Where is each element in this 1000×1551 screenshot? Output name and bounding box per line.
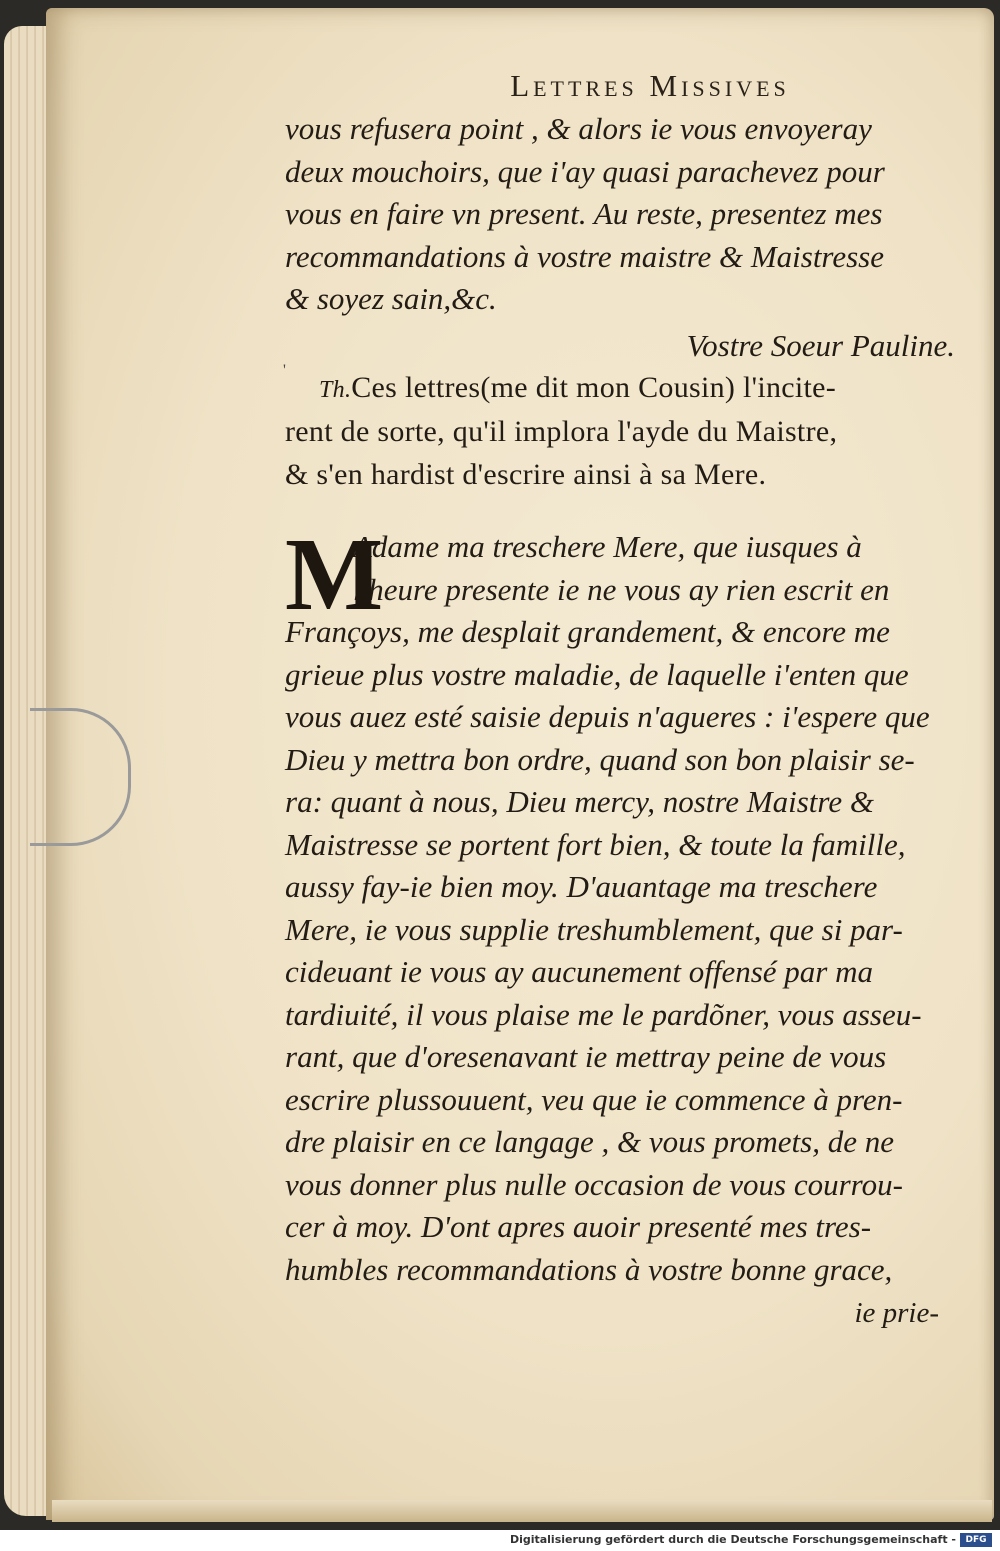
narration (285, 367, 975, 497)
margin-mark: ' (283, 362, 286, 379)
text-line: Adame ma treschere Mere, que iusques à (353, 529, 862, 564)
text-line: cer à moy. D'ont apres auoir presenté mes tres- (285, 1209, 872, 1244)
dfg-logo-icon: DFG (960, 1533, 992, 1547)
speaker-label: Th. (319, 376, 352, 403)
page-text (285, 60, 975, 1335)
text-line (285, 367, 975, 412)
text-line: aussy fay-ie bien moy. D'auantage ma treschere (285, 869, 878, 904)
drop-cap: M (285, 517, 384, 632)
narration-text: Ces lettres(me dit mon Cousin) l'incite- (351, 370, 837, 404)
text-line: & s'en hardist d'escrire ainsi à sa Mere. (285, 457, 767, 491)
text-line: rant, que d'oresenavant ie mettray peine de vous (285, 1039, 887, 1074)
text-line: ra: quant à nous, Dieu mercy, nostre Maistre & (285, 784, 874, 819)
letter-one (285, 108, 975, 321)
text-line: recommandations à vostre maistre & Maistresse (285, 238, 884, 274)
text-line: rent de sorte, qu'il implora l'ayde du Maistre, (285, 415, 838, 448)
letter-two (285, 517, 975, 1291)
text-line: dre plaisir en ce langage , & vous promets, de ne (285, 1124, 894, 1159)
text-line: deux mouchoirs, que i'ay quasi parachevez pour (285, 153, 885, 189)
text-line: Mere, ie vous supplie treshumblement, que si par- (285, 911, 903, 947)
page-bottom-edge (52, 1500, 992, 1522)
running-head: Lettres Missives (510, 68, 790, 103)
text-line: vous refusera point , & alors ie vous envoyeray (285, 111, 872, 146)
footer-bar (0, 1530, 1000, 1551)
funding-credit: Digitalisierung gefördert durch die Deutsche Forschungsgemeinschaft - (509, 1533, 956, 1546)
catchword: ie prie- (854, 1297, 939, 1329)
metal-clip (30, 708, 131, 846)
text-line: & soyez sain,&c. (285, 281, 497, 316)
text-line: cideuant ie vous ay aucunement offensé par ma (285, 954, 873, 989)
text-line: vous donner plus nulle occasion de vous courrou- (285, 1166, 903, 1202)
text-line: vous auez esté saisie depuis n'agueres : i'espere que (285, 699, 930, 734)
text-line: Maistresse se portent fort bien, & toute la famille, (285, 826, 906, 862)
text-line: vous en faire vn present. Au reste, presentez mes (285, 196, 883, 231)
text-line: escrire plussouuent, veu que ie commence à pren- (285, 1081, 903, 1117)
text-line: humbles recommandations à vostre bonne grace, (285, 1251, 893, 1287)
text-line: tardiuité, il vous plaise me le pardõner, vous asseu- (285, 996, 922, 1032)
text-line: grieue plus vostre maladie, de laquelle i'enten que (285, 656, 909, 692)
text-line: l'heure presente ie ne vous ay rien escrit en (353, 571, 890, 607)
text-line: Dieu y mettra bon ordre, quand son bon plaisir se- (285, 741, 915, 777)
text-line: Françoys, me desplait grandement, & encore me (285, 614, 890, 649)
signature: Vostre Soeur Pauline. (686, 327, 955, 363)
